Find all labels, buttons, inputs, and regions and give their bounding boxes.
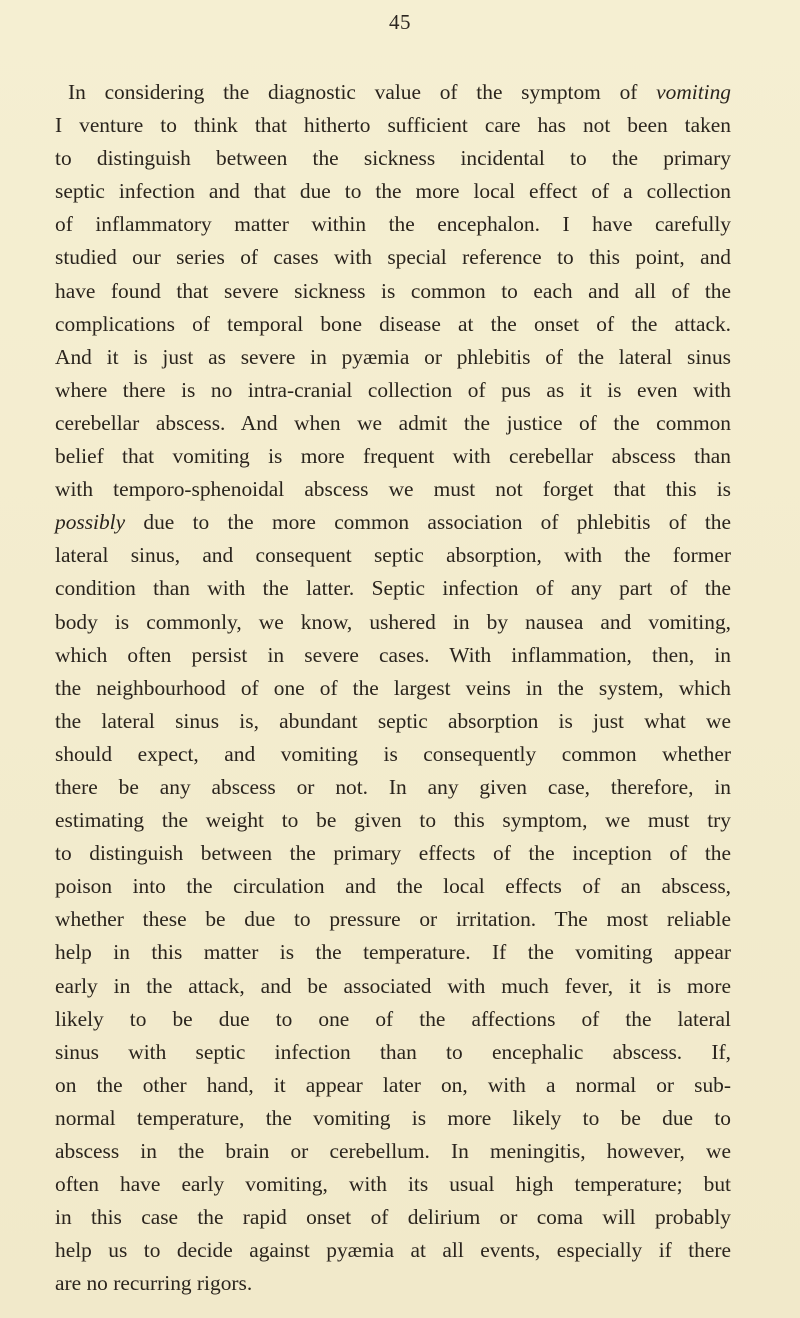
text-segment: lateral sinus, and consequent septic absorption, with the former xyxy=(55,543,731,568)
text-line xyxy=(55,572,731,605)
italic-text: possibly xyxy=(55,510,126,535)
body-paragraph xyxy=(55,76,731,1300)
text-line xyxy=(55,804,731,837)
text-segment: on the other hand, it appear later on, with a normal or sub- xyxy=(55,1072,731,1097)
text-line xyxy=(55,1267,731,1300)
text-segment: should expect, and vomiting is consequently common whether xyxy=(55,741,731,766)
text-line xyxy=(55,440,731,473)
text-segment: sinus with septic infection than to encephalic abscess. If, xyxy=(55,1039,731,1064)
text-line xyxy=(55,109,731,142)
text-line xyxy=(55,473,731,506)
text-line xyxy=(55,374,731,407)
text-segment: In considering the diagnostic value of the symptom of xyxy=(68,80,657,104)
text-segment: And it is just as severe in pyæmia or phlebitis of the lateral sinus xyxy=(55,344,731,369)
text-line xyxy=(55,506,731,539)
text-line xyxy=(55,606,731,639)
text-segment: whether these be due to pressure or irritation. The most reliable xyxy=(55,907,731,932)
text-segment: have found that severe sickness is common to each and all of the xyxy=(55,278,731,303)
text-line xyxy=(55,705,731,738)
text-segment: with temporo-sphenoidal abscess we must not forget that this is xyxy=(55,477,731,502)
text-line xyxy=(55,275,731,308)
text-line xyxy=(55,208,731,241)
text-line xyxy=(55,1069,731,1102)
text-line xyxy=(55,407,731,440)
text-line xyxy=(55,341,731,374)
text-line xyxy=(55,142,731,175)
text-segment: poison into the circulation and the local effects of an abscess, xyxy=(55,874,731,899)
text-segment: normal temperature, the vomiting is more likely to be due to xyxy=(55,1105,731,1130)
text-segment: often have early vomiting, with its usual high temperature; but xyxy=(55,1172,731,1197)
text-segment: complications of temporal bone disease at the onset of the attack. xyxy=(55,311,731,336)
text-segment: of inflammatory matter within the encephalon. I have carefully xyxy=(55,212,731,237)
text-segment: early in the attack, and be associated with much fever, it is more xyxy=(55,973,731,998)
text-line xyxy=(55,76,731,109)
text-segment: septic infection and that due to the more local effect of a collection xyxy=(55,179,731,204)
text-line xyxy=(55,771,731,804)
text-segment: belief that vomiting is more frequent with cerebellar abscess than xyxy=(55,444,731,469)
text-line xyxy=(55,738,731,771)
text-line xyxy=(55,672,731,705)
text-segment: likely to be due to one of the affections of the lateral xyxy=(55,1006,731,1031)
text-line xyxy=(55,241,731,274)
text-segment: estimating the weight to be given to this symptom, we must try xyxy=(55,808,731,833)
text-segment: help us to decide against pyæmia at all events, especially if there xyxy=(55,1238,731,1263)
text-segment: abscess in the brain or cerebellum. In meningitis, however, we xyxy=(55,1139,731,1163)
text-segment: the lateral sinus is, abundant septic absorption is just what we xyxy=(55,708,731,733)
text-line xyxy=(55,1102,731,1135)
text-line xyxy=(55,970,731,1003)
text-line xyxy=(55,1036,731,1069)
text-segment: I venture to think that hitherto sufficient care has not been taken xyxy=(55,113,731,138)
text-line xyxy=(55,837,731,870)
text-segment: to distinguish between the sickness incidental to the primary xyxy=(55,146,731,171)
text-segment: to distinguish between the primary effects of the inception of the xyxy=(55,841,731,866)
text-segment: which often persist in severe cases. With inflammation, then, in xyxy=(55,642,731,667)
text-line xyxy=(55,175,731,208)
text-segment: cerebellar abscess. And when we admit the justice of the common xyxy=(55,410,731,435)
text-line xyxy=(55,903,731,936)
text-segment: due to the more common association of phlebitis of the xyxy=(125,510,731,535)
text-segment: there be any abscess or not. In any given case, therefore, in xyxy=(55,774,731,799)
text-segment: the neighbourhood of one of the largest veins in the system, which xyxy=(55,675,731,700)
page-number: 45 xyxy=(389,10,411,34)
text-segment: condition than with the latter. Septic infection of any part of the xyxy=(55,576,731,601)
text-line xyxy=(55,1003,731,1036)
text-line xyxy=(55,639,731,672)
text-line xyxy=(55,539,731,572)
text-line xyxy=(55,936,731,969)
text-segment: are no recurring rigors. xyxy=(55,1271,253,1296)
italic-text: vomiting xyxy=(656,80,731,104)
text-segment: in this case the rapid onset of delirium or coma will probably xyxy=(55,1205,731,1230)
text-segment: where there is no intra-cranial collection of pus as it is even with xyxy=(55,377,731,402)
text-segment: studied our series of cases with special reference to this point, and xyxy=(55,245,731,270)
text-line xyxy=(55,1168,731,1201)
text-segment: body is commonly, we know, ushered in by nausea and vomiting, xyxy=(55,609,731,634)
text-segment: help in this matter is the temperature. If the vomiting appear xyxy=(55,940,731,965)
text-line xyxy=(55,308,731,341)
text-line xyxy=(55,1234,731,1267)
text-line xyxy=(55,1135,731,1168)
text-line xyxy=(55,870,731,903)
text-line xyxy=(55,1201,731,1234)
